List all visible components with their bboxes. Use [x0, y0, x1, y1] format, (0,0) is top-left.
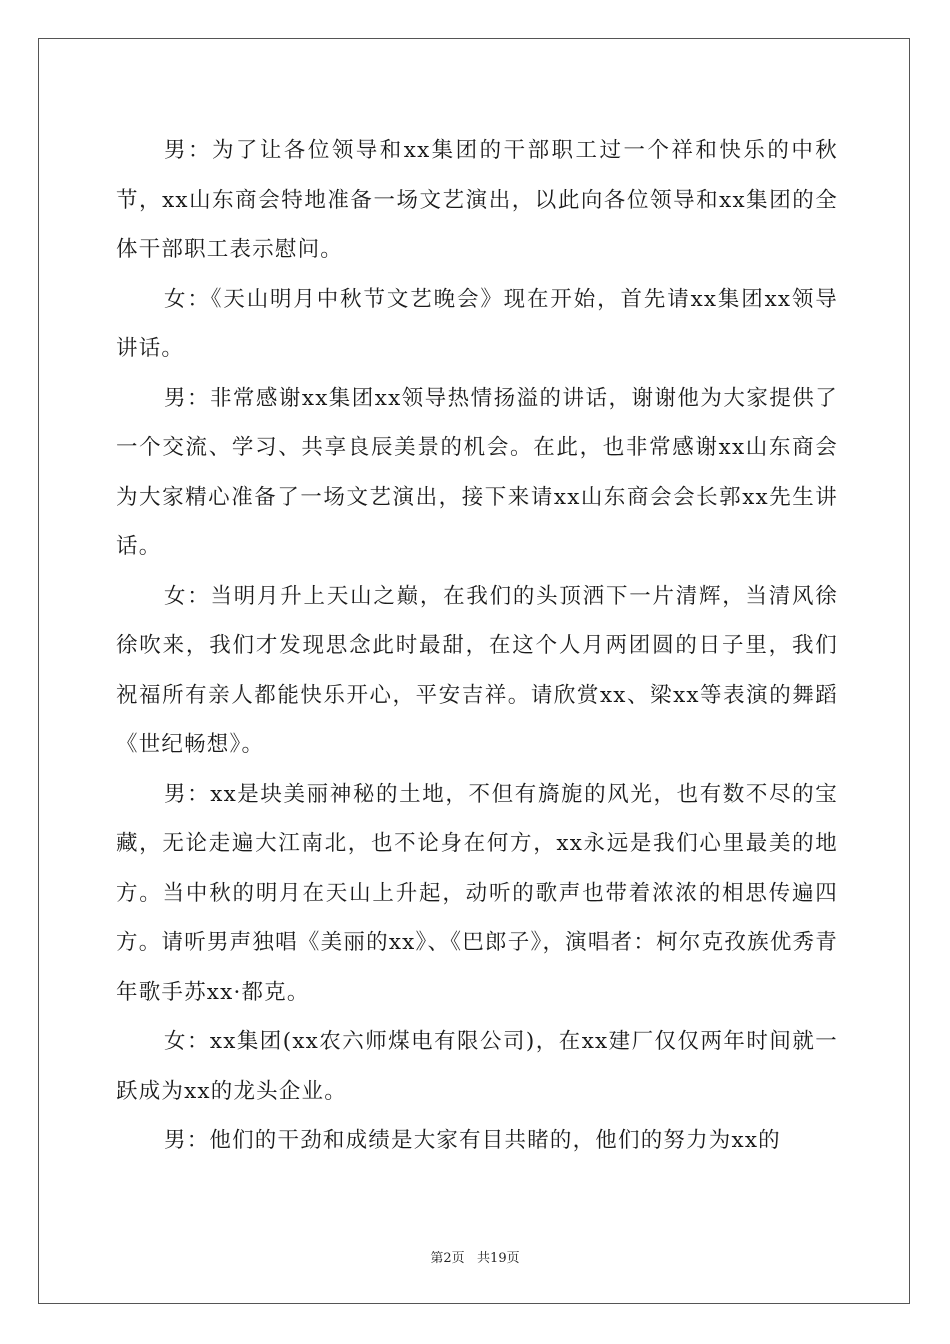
- paragraph-1: 男：为了让各位领导和xx集团的干部职工过一个祥和快乐的中秋节，xx山东商会特地准备一场文艺演出，以此向各位领导和xx集团的全体干部职工表示慰问。: [116, 138, 838, 262]
- paragraph-3: 男：非常感谢xx集团xx领导热情扬溢的讲话，谢谢他为大家提供了一个交流、学习、共享良辰美景的机会。在此，也非常感谢xx山东商会为大家精心准备了一场文艺演出，接下来请xx山东商会会长郭xx先生讲话。: [116, 385, 838, 559]
- page-number-footer: 第2页 共19页: [430, 1251, 520, 1266]
- paragraph-7: 男：他们的干劲和成绩是大家有目共睹的，他们的努力为xx的: [164, 1128, 781, 1153]
- paragraph-4: 女：当明月升上天山之巅，在我们的头顶洒下一片清辉，当清风徐徐吹来，我们才发现思念此时最甜，在这个人月两团圆的日子里，我们祝福所有亲人都能快乐开心，平安吉祥。请欣赏xx、梁xx等表演的舞蹈《世纪畅想》。: [116, 583, 838, 757]
- paragraph-2: 女：《天山明月中秋节文艺晚会》现在开始，首先请xx集团xx领导讲话。: [116, 286, 838, 361]
- document-body: [116, 126, 838, 1166]
- paragraph-6: 女：xx集团(xx农六师煤电有限公司)，在xx建厂仅仅两年时间就一跃成为xx的龙头企业。: [116, 1029, 838, 1104]
- paragraph-5: 男：xx是块美丽神秘的土地，不但有旖旎的风光，也有数不尽的宝藏，无论走遍大江南北，也不论身在何方，xx永远是我们心里最美的地方。当中秋的明月在天山上升起，动听的歌声也带着浓浓的相思传遍四方。请听男声独唱《美丽的xx》、《巴郎子》，演唱者：柯尔克孜族优秀青年歌手苏xx·都克。: [116, 781, 838, 1005]
